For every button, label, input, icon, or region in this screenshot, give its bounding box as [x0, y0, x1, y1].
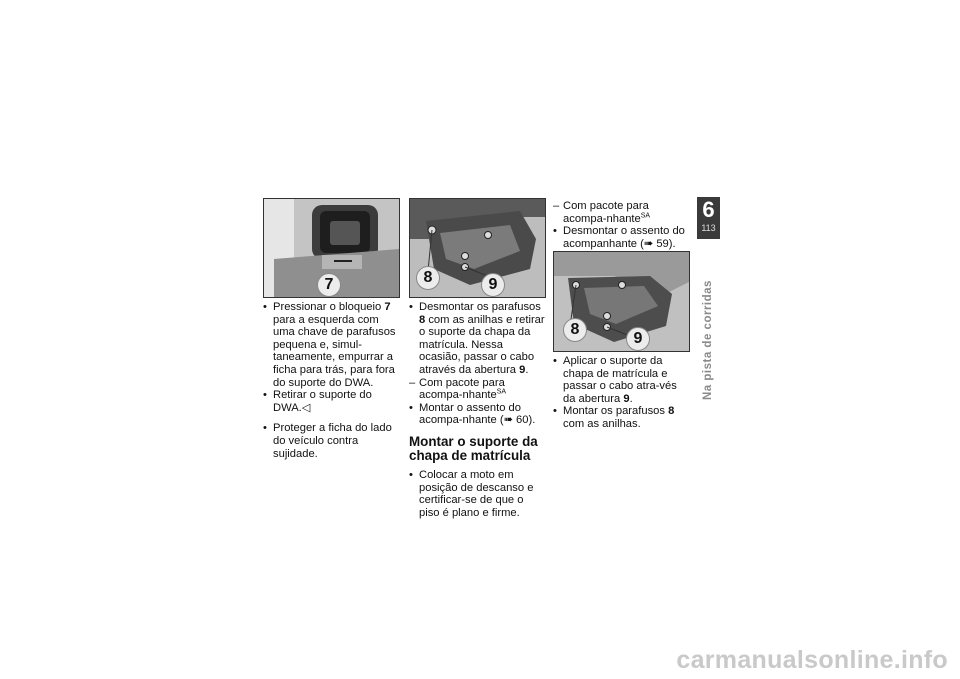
reference-number: 8: [668, 405, 675, 418]
item-text: Desmontar o assento do acompanhante (➠ 59).: [563, 225, 685, 250]
column-3-top: [553, 200, 689, 250]
item-text: Aplicar o suporte da chapa de matrícula e passar o cabo atra-vés da abertura: [563, 355, 677, 405]
section-heading: Montar o suporte da chapa de matrícula: [409, 433, 538, 464]
list-item: [409, 377, 545, 402]
list-item: [409, 301, 545, 377]
page-number: 113: [701, 223, 716, 233]
item-text: para a esquerda com uma chave de parafusos pequena e, simul-taneamente, empurrar a ficha para trás, para fora do suporte do DWA.: [273, 313, 396, 389]
bullet-mark: •: [553, 405, 557, 418]
list-item: [553, 200, 689, 225]
bullet-mark: •: [409, 468, 413, 481]
watermark: carmanualsonline.info: [676, 646, 948, 674]
list-item: [409, 402, 545, 427]
item-text: Desmontar os parafusos: [419, 301, 541, 313]
bullet-mark: •: [409, 301, 413, 313]
chapter-tab: [697, 197, 720, 239]
item-text: com as anilhas e retirar o suporte da chapa da matrícula. Nessa ocasião, passar o cabo através da abertura: [419, 313, 545, 376]
item-text: Proteger a ficha do lado do veículo contra sujidade.: [273, 422, 392, 460]
item-text: Colocar a moto em posição de descanso e certificar-se de que o piso é plano e firme.: [419, 468, 534, 519]
item-text: Retirar o suporte do DWA.◁: [273, 389, 372, 414]
superscript-sa: SA: [640, 211, 651, 219]
item-text: .: [525, 363, 529, 376]
bullet-mark: •: [263, 301, 267, 313]
bullet-mark: •: [263, 389, 267, 402]
dash-mark: –: [553, 200, 560, 212]
chapter-number: 6: [702, 197, 715, 222]
reference-number: 9: [519, 363, 526, 376]
list-item: [553, 405, 689, 430]
reference-number: 8: [419, 313, 426, 326]
item-text: Com pacote para acompa-nhante: [563, 200, 649, 225]
dash-mark: –: [409, 376, 416, 389]
bullet-mark: •: [553, 355, 557, 367]
bullet-mark: •: [263, 422, 267, 435]
list-item: [263, 422, 399, 460]
bullet-mark: •: [553, 225, 557, 238]
reference-number: 9: [623, 392, 630, 405]
reference-number: 7: [384, 301, 391, 313]
item-text: Com pacote para acompa-nhante: [419, 376, 505, 402]
callout-8: 8: [416, 266, 440, 290]
list-item: [409, 469, 545, 519]
item-text: Montar o assento do acompa-nhante (➠ 60).: [419, 401, 536, 427]
item-text: .: [629, 392, 633, 405]
list-item: [263, 301, 399, 389]
callout-7: 7: [317, 273, 341, 297]
callout-8: 8: [563, 318, 587, 342]
item-text: com as anilhas.: [563, 417, 641, 430]
chapter-title-vertical: Na pista de corridas: [702, 280, 714, 400]
callout-9: 9: [481, 273, 505, 297]
superscript-sa: SA: [496, 388, 507, 396]
list-item: [553, 355, 689, 405]
column-1: [263, 301, 399, 460]
bullet-mark: •: [409, 401, 413, 414]
column-2: [409, 301, 545, 519]
column-3-bottom: [553, 355, 689, 431]
callout-9: 9: [626, 327, 650, 351]
list-item: [263, 389, 399, 414]
item-text: Pressionar o bloqueio: [273, 301, 385, 313]
list-item: [553, 225, 689, 250]
item-text: Montar os parafusos: [563, 405, 669, 418]
